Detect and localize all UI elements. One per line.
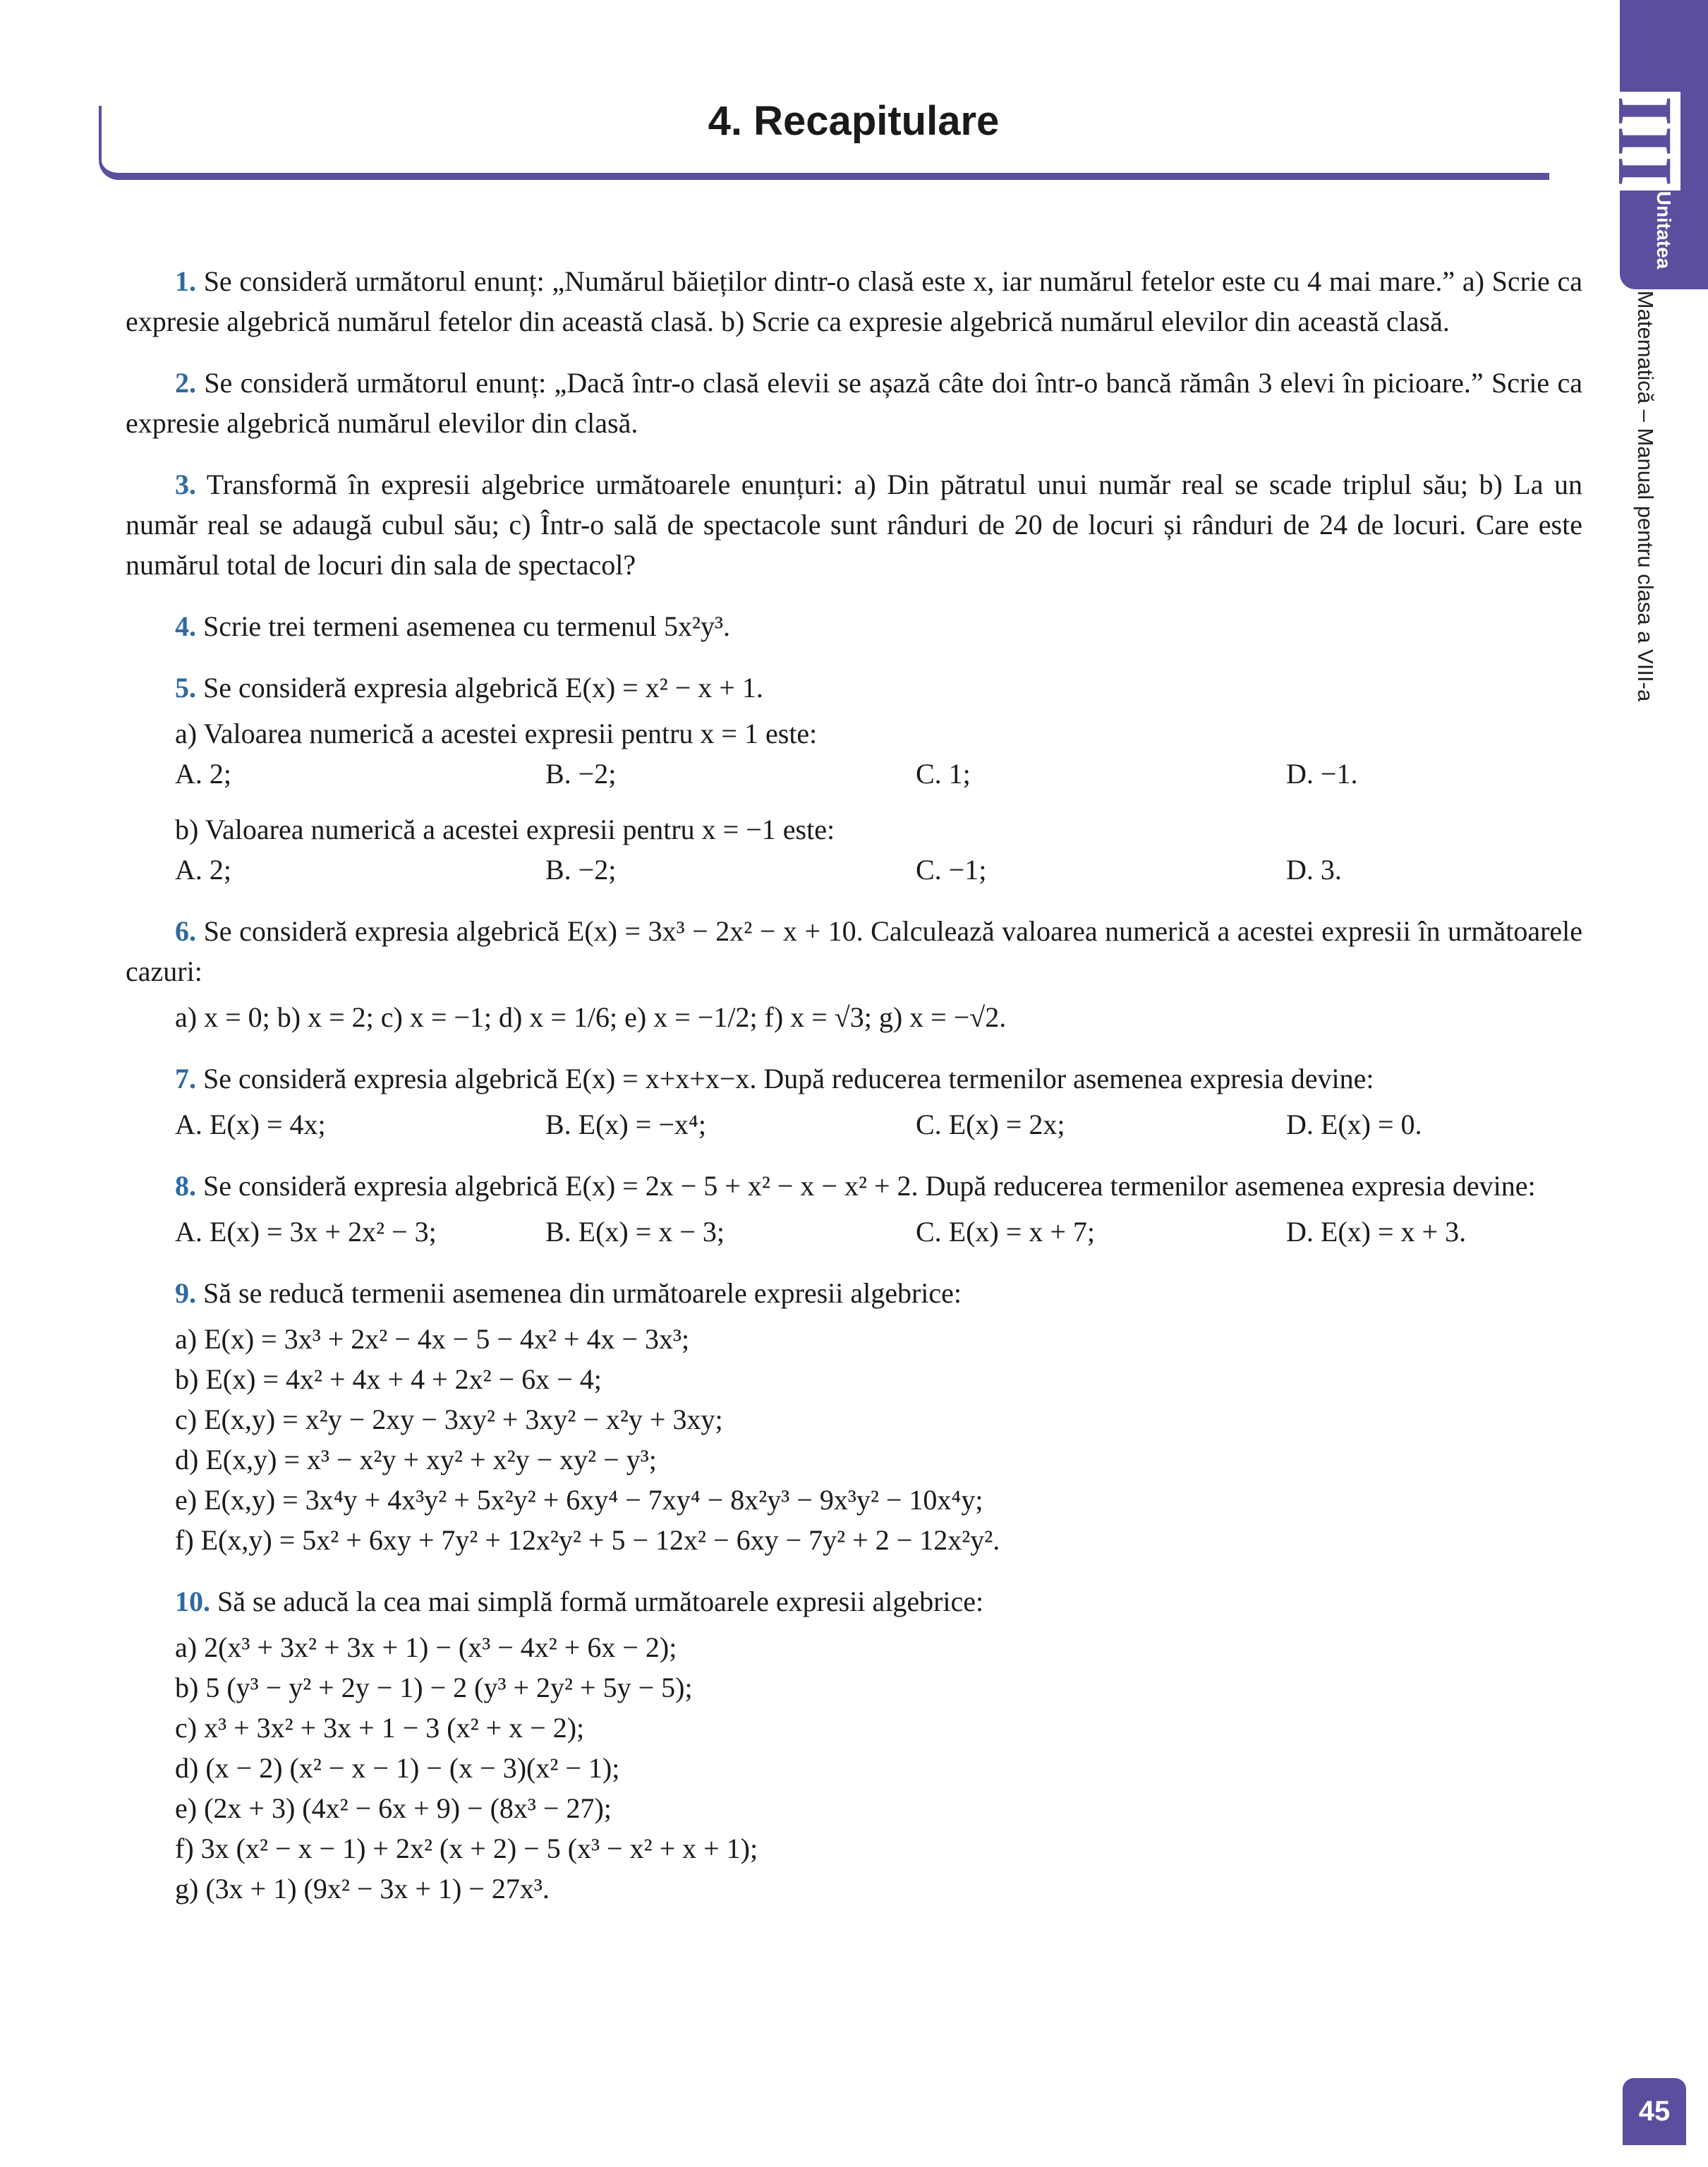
option-d: D. E(x) = x + 3. (1286, 1216, 1467, 1248)
problem-6-cases: a) x = 0; b) x = 2; c) x = −1; d) x = 1/6; e) x = −1/2; f) x = √3; g) x = −√2. (175, 1001, 1007, 1033)
list-item: g) (3x + 1) (9x² − 3x + 1) − 27x³. (175, 1873, 550, 1905)
problem-1-text: Se consideră următorul enunț: „Numărul băieților dintr-o clasă este x, iar numărul fetelor este cu 4 mai mare.” a) Scrie ca expresie algebrică numărul fetelor din această clasă. b) Scrie ca expresie algebrică numărul elevilor din această clasă. (126, 265, 1582, 337)
unit-label: Unitatea (1653, 191, 1675, 270)
problem-7 (126, 1058, 1582, 1099)
option-c: C. 1; (916, 758, 971, 790)
list-item: b) 5 (y³ − y² + 2y − 1) − 2 (y³ + 2y² + 5y − 5); (175, 1672, 693, 1703)
option-b: B. E(x) = x − 3; (545, 1216, 725, 1248)
problem-2 (126, 363, 1582, 443)
problem-5b: b) Valoarea numerică a acestei expresii pentru x = −1 este: (175, 814, 835, 845)
problem-5a-options (126, 754, 1582, 794)
problem-number: 10. (175, 1586, 210, 1617)
list-item: f) E(x,y) = 5x² + 6xy + 7y² + 12x²y² + 5 − 12x² − 6xy − 7y² + 2 − 12x²y². (175, 1524, 1000, 1556)
list-item: f) 3x (x² − x − 1) + 2x² (x + 2) − 5 (x³ − x² + x + 1); (175, 1833, 758, 1864)
option-d: D. −1. (1286, 758, 1358, 790)
list-item: e) E(x,y) = 3x⁴y + 4x³y² + 5x²y² + 6xy⁴ − 7xy⁴ − 8x²y³ − 9x³y² − 10x⁴y; (175, 1484, 983, 1516)
list-item: a) E(x) = 3x³ + 2x² − 4x − 5 − 4x² + 4x − 3x³; (175, 1323, 690, 1355)
problem-5-text: Se consideră expresia algebrică E(x) = x² − x + 1. (203, 672, 763, 704)
option-a: A. 2; (175, 854, 231, 886)
list-item: e) (2x + 3) (4x² − 6x + 9) − (8x³ − 27); (175, 1792, 612, 1824)
problem-6-text: Se consideră expresia algebrică E(x) = 3x³ − 2x² − x + 10. Calculează valoarea numerică a acestei expresii în următoarele cazuri: (126, 915, 1583, 987)
problem-number: 8. (175, 1170, 196, 1202)
problem-7-options (126, 1104, 1582, 1145)
problem-8-options (126, 1212, 1582, 1252)
list-item: b) E(x) = 4x² + 4x + 4 + 2x² − 6x − 4; (175, 1363, 602, 1395)
list-item: d) (x − 2) (x² − x − 1) − (x − 3)(x² − 1); (175, 1752, 620, 1784)
problem-10-text: Să se aducă la cea mai simplă formă următoarele expresii algebrice: (217, 1586, 984, 1617)
problem-3 (126, 464, 1582, 585)
problem-9 (126, 1273, 1582, 1313)
problem-5a: a) Valoarea numerică a acestei expresii pentru x = 1 este: (175, 718, 818, 749)
unit-roman-numeral: III (1610, 92, 1680, 191)
problem-5b-options (126, 850, 1582, 890)
option-d: D. 3. (1286, 854, 1342, 886)
problem-7-text: Se consideră expresia algebrică E(x) = x+x+x−x. După reducerea termenilor asemenea expresia devine: (203, 1063, 1374, 1094)
option-b: B. E(x) = −x⁴; (545, 1109, 706, 1140)
option-c: C. E(x) = 2x; (916, 1109, 1065, 1140)
problem-10 (126, 1581, 1582, 1622)
problem-5 (126, 668, 1582, 708)
problem-2-text: Se consideră următorul enunț: „Dacă într-o clasă elevii se așază câte doi într-o bancă rămân 3 elevi în picioare.” Scrie ca expresie algebrică numărul elevilor din clasă. (126, 367, 1583, 439)
problem-9-text: Să se reducă termenii asemenea din următoarele expresii algebrice: (203, 1277, 962, 1309)
option-a: A. E(x) = 3x + 2x² − 3; (175, 1216, 437, 1248)
option-c: C. −1; (916, 854, 987, 886)
problem-number: 1. (175, 265, 196, 297)
list-item: a) 2(x³ + 3x² + 3x + 1) − (x³ − 4x² + 6x − 2); (175, 1631, 677, 1663)
problem-4-text: Scrie trei termeni asemenea cu termenul 5x²y³. (203, 610, 731, 642)
list-item: d) E(x,y) = x³ − x²y + xy² + x²y − xy² − y³; (175, 1444, 657, 1475)
problem-number: 2. (175, 367, 196, 399)
option-d: D. E(x) = 0. (1286, 1109, 1422, 1140)
option-a: A. 2; (175, 758, 231, 790)
option-c: C. E(x) = x + 7; (916, 1216, 1095, 1248)
list-item: c) x³ + 3x² + 3x + 1 − 3 (x² + x − 2); (175, 1712, 585, 1744)
problem-6 (126, 911, 1582, 991)
list-item: c) E(x,y) = x²y − 2xy − 3xy² + 3xy² − x²y + 3xy; (175, 1404, 723, 1435)
problem-number: 9. (175, 1277, 196, 1309)
problem-list (126, 261, 1582, 1909)
problem-1 (126, 261, 1582, 342)
problem-number: 7. (175, 1063, 196, 1094)
problem-number: 6. (175, 915, 196, 947)
problem-4 (126, 606, 1582, 646)
problem-number: 5. (175, 672, 196, 704)
problem-number: 4. (175, 610, 196, 642)
option-b: B. −2; (545, 758, 617, 790)
problem-3-text: Transformă în expresii algebrice următoarele enunțuri: a) Din pătratul unui număr real se scade triplul său; b) La un număr real se adaugă cubul său; c) Într-o sală de spectacole sunt rânduri de 20 de locuri și rânduri de 24 de locuri. Care este numărul total de locuri din sala de spectacol? (126, 469, 1582, 581)
option-b: B. −2; (545, 854, 617, 886)
option-a: A. E(x) = 4x; (175, 1109, 326, 1140)
problem-8-text: Se consideră expresia algebrică E(x) = 2x − 5 + x² − x − x² + 2. După reducerea termenilor asemenea expresia devine: (203, 1170, 1536, 1202)
problem-number: 3. (175, 469, 196, 500)
side-caption: Matematică – Manual pentru clasa a VIII-a (1633, 290, 1658, 702)
page-title: 4. Recapitulare (708, 98, 1000, 144)
problem-8 (126, 1166, 1582, 1206)
page-number: 45 (1623, 2078, 1686, 2145)
